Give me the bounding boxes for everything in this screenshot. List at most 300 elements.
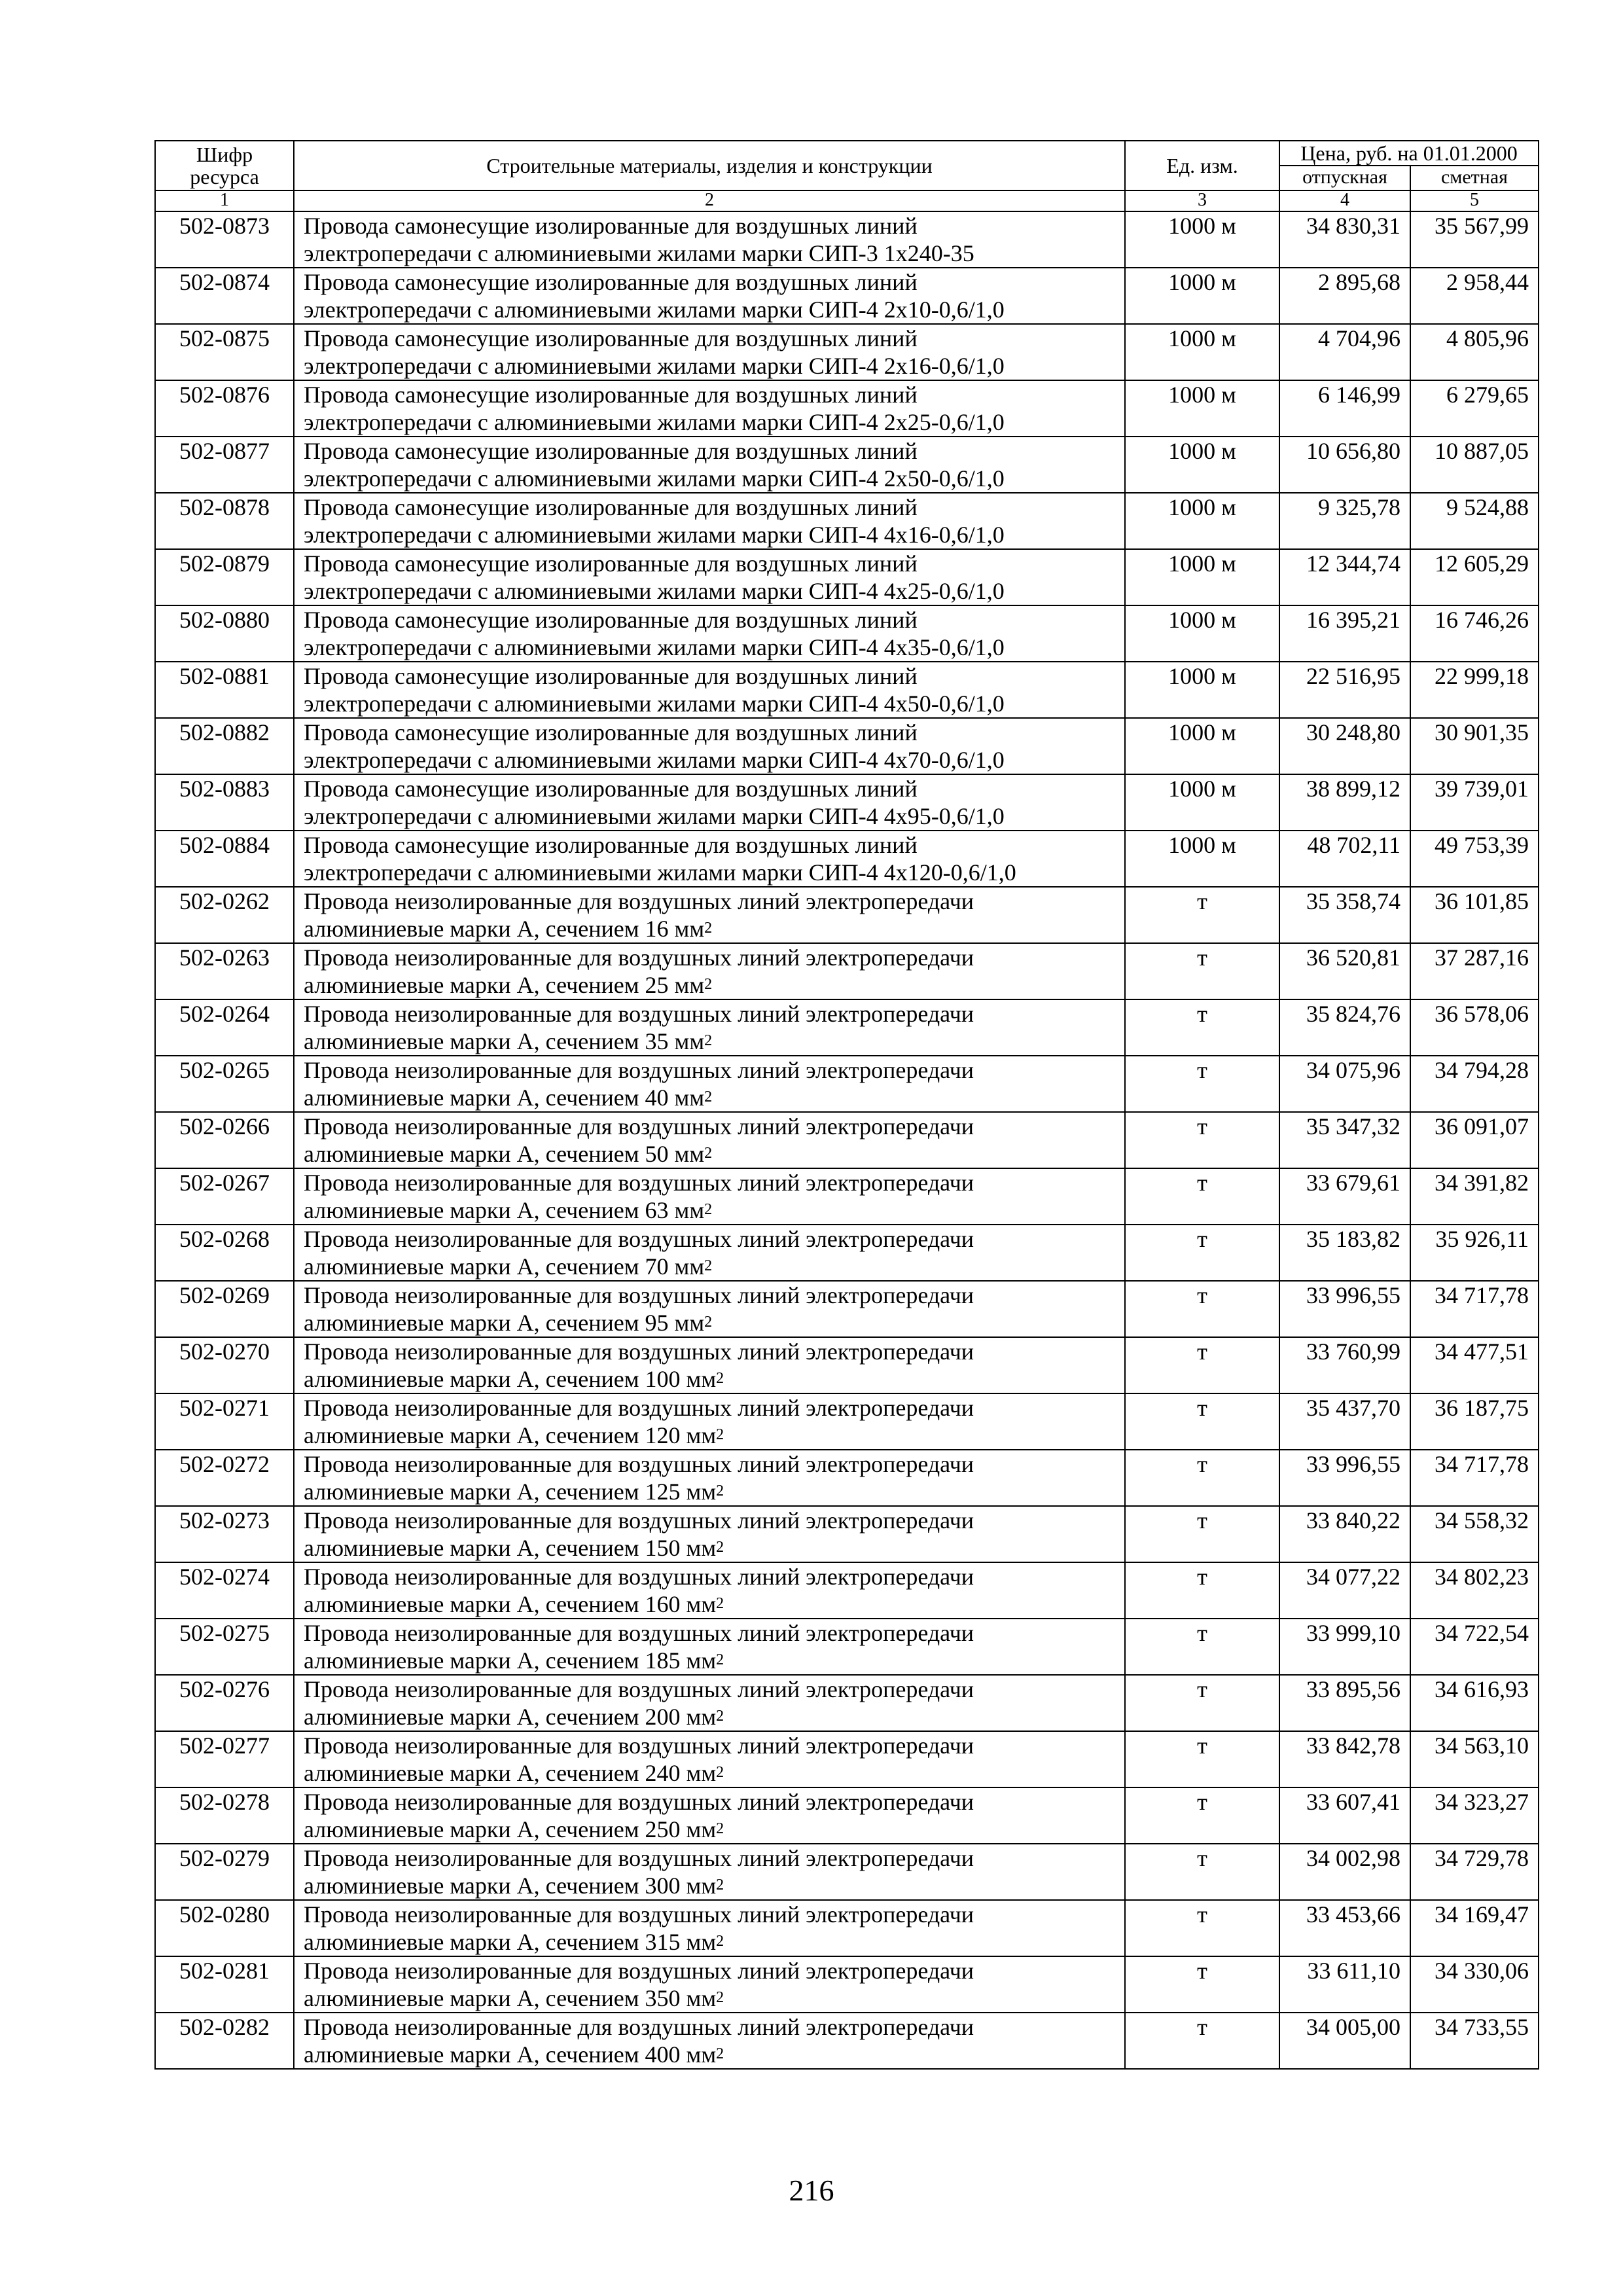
table-row xyxy=(155,831,1539,887)
header-price: Цена, руб. на 01.01.2000 xyxy=(1279,141,1539,166)
estimate-price-cell: 34 330,06 xyxy=(1410,1956,1539,2013)
release-price-cell: 34 005,00 xyxy=(1279,2013,1410,2069)
header-code xyxy=(155,141,294,190)
superscript: 2 xyxy=(716,1989,724,2006)
description-line-2 xyxy=(304,915,1120,942)
resource-code: 502-0878 xyxy=(155,493,294,549)
estimate-price-cell: 34 563,10 xyxy=(1410,1731,1539,1787)
unit-cell: т xyxy=(1125,1450,1279,1506)
description-line-2 xyxy=(304,577,1120,605)
description-line-2-text: алюминиевые марки А, сечением 300 мм xyxy=(304,1873,717,1899)
unit-cell: 1000 м xyxy=(1125,549,1279,605)
col-number-2: 2 xyxy=(294,190,1125,211)
release-price-cell: 30 248,80 xyxy=(1279,718,1410,774)
superscript: 2 xyxy=(716,1595,724,1612)
estimate-price-cell: 6 279,65 xyxy=(1410,380,1539,437)
resource-code: 502-0264 xyxy=(155,999,294,1056)
superscript: 2 xyxy=(704,1088,713,1105)
description-line-2-text: электропередачи с алюминиевыми жилами марки СИП-4 4х35-0,6/1,0 xyxy=(304,634,1005,660)
table-row xyxy=(155,887,1539,943)
description-line-1: Провода неизолированные для воздушных линий электропередачи xyxy=(304,1676,974,1702)
resource-code: 502-0874 xyxy=(155,268,294,324)
unit-cell: т xyxy=(1125,887,1279,943)
description-line-1: Провода самонесущие изолированные для воздушных линий xyxy=(304,382,918,408)
description-line-2 xyxy=(304,971,1120,999)
description-line-1: Провода неизолированные для воздушных линий электропередачи xyxy=(304,1057,974,1083)
description-line-1: Провода неизолированные для воздушных линий электропередачи xyxy=(304,1001,974,1027)
estimate-price-cell: 49 753,39 xyxy=(1410,831,1539,887)
material-description xyxy=(294,1619,1125,1675)
unit-cell: т xyxy=(1125,1562,1279,1619)
table-row xyxy=(155,1393,1539,1450)
table-row xyxy=(155,1112,1539,1168)
table-row xyxy=(155,549,1539,605)
superscript: 2 xyxy=(716,2045,724,2062)
material-description xyxy=(294,1393,1125,1450)
description-line-2-text: электропередачи с алюминиевыми жилами марки СИП-4 2х10-0,6/1,0 xyxy=(304,296,1005,323)
estimate-price-cell: 36 578,06 xyxy=(1410,999,1539,1056)
resource-code: 502-0274 xyxy=(155,1562,294,1619)
estimate-price-cell: 36 187,75 xyxy=(1410,1393,1539,1450)
unit-cell: т xyxy=(1125,1225,1279,1281)
table-row xyxy=(155,662,1539,718)
table-row xyxy=(155,2013,1539,2069)
unit-cell: т xyxy=(1125,1393,1279,1450)
resource-code: 502-0279 xyxy=(155,1844,294,1900)
header-code-label: Шифр ресурса xyxy=(190,143,259,188)
table-row xyxy=(155,493,1539,549)
release-price-cell: 33 760,99 xyxy=(1279,1337,1410,1393)
description-line-2-text: электропередачи с алюминиевыми жилами марки СИП-4 4х70-0,6/1,0 xyxy=(304,747,1005,773)
table-row xyxy=(155,1675,1539,1731)
description-line-1: Провода неизолированные для воздушных линий электропередачи xyxy=(304,1338,974,1365)
estimate-price-cell: 36 101,85 xyxy=(1410,887,1539,943)
unit-cell: т xyxy=(1125,1506,1279,1562)
description-line-2-text: алюминиевые марки А, сечением 35 мм xyxy=(304,1028,705,1054)
description-line-2 xyxy=(304,1084,1120,1111)
table-row xyxy=(155,1056,1539,1112)
description-line-1: Провода неизолированные для воздушных линий электропередачи xyxy=(304,1564,974,1590)
release-price-cell: 34 002,98 xyxy=(1279,1844,1410,1900)
description-line-1: Провода неизолированные для воздушных линий электропередачи xyxy=(304,1789,974,1815)
resource-code: 502-0884 xyxy=(155,831,294,887)
unit-cell: 1000 м xyxy=(1125,718,1279,774)
unit-cell: т xyxy=(1125,1056,1279,1112)
resource-code: 502-0269 xyxy=(155,1281,294,1337)
material-description xyxy=(294,324,1125,380)
material-description xyxy=(294,268,1125,324)
description-line-1: Провода неизолированные для воздушных линий электропередачи xyxy=(304,1395,974,1421)
table-row xyxy=(155,380,1539,437)
release-price-cell: 2 895,68 xyxy=(1279,268,1410,324)
table-row xyxy=(155,1731,1539,1787)
description-line-1: Провода неизолированные для воздушных линий электропередачи xyxy=(304,888,974,914)
description-line-1: Провода самонесущие изолированные для воздушных линий xyxy=(304,719,918,745)
unit-cell: т xyxy=(1125,1731,1279,1787)
description-line-1: Провода неизолированные для воздушных линий электропередачи xyxy=(304,1282,974,1308)
table-row xyxy=(155,999,1539,1056)
estimate-price-cell: 35 567,99 xyxy=(1410,211,1539,268)
release-price-cell: 38 899,12 xyxy=(1279,774,1410,831)
header-name: Строительные материалы, изделия и конструкции xyxy=(294,141,1125,190)
resource-code: 502-0265 xyxy=(155,1056,294,1112)
description-line-2-text: алюминиевые марки А, сечением 100 мм xyxy=(304,1366,717,1392)
table-row xyxy=(155,324,1539,380)
description-line-1: Провода неизолированные для воздушных линий электропередачи xyxy=(304,1732,974,1759)
material-description xyxy=(294,380,1125,437)
description-line-1: Провода неизолированные для воздушных линий электропередачи xyxy=(304,1958,974,1984)
material-description xyxy=(294,493,1125,549)
superscript: 2 xyxy=(704,920,713,937)
resource-code: 502-0876 xyxy=(155,380,294,437)
description-line-2 xyxy=(304,1478,1120,1505)
unit-cell: т xyxy=(1125,1112,1279,1168)
release-price-cell: 48 702,11 xyxy=(1279,831,1410,887)
unit-cell: т xyxy=(1125,1844,1279,1900)
description-line-2-text: алюминиевые марки А, сечением 40 мм xyxy=(304,1085,705,1111)
material-description xyxy=(294,1787,1125,1844)
description-line-1: Провода самонесущие изолированные для воздушных линий xyxy=(304,269,918,295)
estimate-price-cell: 9 524,88 xyxy=(1410,493,1539,549)
description-line-2-text: электропередачи с алюминиевыми жилами марки СИП-4 4х16-0,6/1,0 xyxy=(304,522,1005,548)
estimate-price-cell: 34 558,32 xyxy=(1410,1506,1539,1562)
description-line-1: Провода самонесущие изолированные для воздушных линий xyxy=(304,438,918,464)
description-line-1: Провода самонесущие изолированные для воздушных линий xyxy=(304,325,918,351)
description-line-2-text: алюминиевые марки А, сечением 350 мм xyxy=(304,1985,717,2011)
description-line-2 xyxy=(304,1816,1120,1843)
unit-cell: 1000 м xyxy=(1125,437,1279,493)
release-price-cell: 35 824,76 xyxy=(1279,999,1410,1056)
col-number-1: 1 xyxy=(155,190,294,211)
material-description xyxy=(294,1450,1125,1506)
description-line-2 xyxy=(304,521,1120,548)
material-description xyxy=(294,1281,1125,1337)
material-description xyxy=(294,1675,1125,1731)
description-line-2-text: алюминиевые марки А, сечением 50 мм xyxy=(304,1141,705,1167)
description-line-2 xyxy=(304,746,1120,774)
table-row xyxy=(155,1900,1539,1956)
description-line-1: Провода самонесущие изолированные для воздушных линий xyxy=(304,832,918,858)
col-number-5: 5 xyxy=(1410,190,1539,211)
unit-cell: 1000 м xyxy=(1125,774,1279,831)
description-line-2-text: алюминиевые марки А, сечением 120 мм xyxy=(304,1422,717,1448)
description-line-1: Провода неизолированные для воздушных линий электропередачи xyxy=(304,1226,974,1252)
estimate-price-cell: 34 722,54 xyxy=(1410,1619,1539,1675)
description-line-2 xyxy=(304,465,1120,492)
description-line-2 xyxy=(304,690,1120,717)
material-description xyxy=(294,1900,1125,1956)
superscript: 2 xyxy=(716,1482,724,1499)
resource-code: 502-0268 xyxy=(155,1225,294,1281)
superscript: 2 xyxy=(716,1539,724,1556)
estimate-price-cell: 10 887,05 xyxy=(1410,437,1539,493)
estimate-price-cell: 12 605,29 xyxy=(1410,549,1539,605)
superscript: 2 xyxy=(704,1201,713,1218)
table-row xyxy=(155,1225,1539,1281)
description-line-1: Провода самонесущие изолированные для воздушных линий xyxy=(304,663,918,689)
estimate-price-cell: 34 794,28 xyxy=(1410,1056,1539,1112)
description-line-2-text: алюминиевые марки А, сечением 400 мм xyxy=(304,2041,717,2068)
superscript: 2 xyxy=(716,1426,724,1443)
estimate-price-cell: 36 091,07 xyxy=(1410,1112,1539,1168)
table-row xyxy=(155,1619,1539,1675)
description-line-1: Провода неизолированные для воздушных линий электропередачи xyxy=(304,1451,974,1477)
material-description xyxy=(294,1168,1125,1225)
description-line-2 xyxy=(304,1422,1120,1449)
description-line-2-text: электропередачи с алюминиевыми жилами марки СИП-4 4х95-0,6/1,0 xyxy=(304,803,1005,829)
description-line-1: Провода неизолированные для воздушных линий электропередачи xyxy=(304,944,974,971)
material-description xyxy=(294,943,1125,999)
resource-code: 502-0275 xyxy=(155,1619,294,1675)
superscript: 2 xyxy=(716,1651,724,1668)
page-number: 216 xyxy=(789,2174,834,2207)
table-row xyxy=(155,1956,1539,2013)
table-row xyxy=(155,1281,1539,1337)
release-price-cell: 35 183,82 xyxy=(1279,1225,1410,1281)
material-description xyxy=(294,2013,1125,2069)
resource-code: 502-0877 xyxy=(155,437,294,493)
material-description xyxy=(294,1956,1125,2013)
release-price-cell: 10 656,80 xyxy=(1279,437,1410,493)
unit-cell: т xyxy=(1125,999,1279,1056)
description-line-1: Провода самонесущие изолированные для воздушных линий xyxy=(304,607,918,633)
table-row xyxy=(155,605,1539,662)
description-line-2-text: алюминиевые марки А, сечением 95 мм xyxy=(304,1310,705,1336)
table-row xyxy=(155,1168,1539,1225)
table-body xyxy=(155,211,1539,2069)
table-row xyxy=(155,943,1539,999)
resource-code: 502-0262 xyxy=(155,887,294,943)
unit-cell: т xyxy=(1125,1787,1279,1844)
material-description xyxy=(294,437,1125,493)
resource-code: 502-0276 xyxy=(155,1675,294,1731)
header-unit: Ед. изм. xyxy=(1125,141,1279,190)
unit-cell: 1000 м xyxy=(1125,831,1279,887)
resource-code: 502-0282 xyxy=(155,2013,294,2069)
material-description xyxy=(294,887,1125,943)
material-description xyxy=(294,831,1125,887)
description-line-2-text: алюминиевые марки А, сечением 63 мм xyxy=(304,1197,705,1223)
table-row xyxy=(155,211,1539,268)
description-line-1: Провода неизолированные для воздушных линий электропередачи xyxy=(304,1113,974,1139)
resource-code: 502-0883 xyxy=(155,774,294,831)
estimate-price-cell: 34 323,27 xyxy=(1410,1787,1539,1844)
estimate-price-cell: 16 746,26 xyxy=(1410,605,1539,662)
resource-code: 502-0280 xyxy=(155,1900,294,1956)
resource-code: 502-0875 xyxy=(155,324,294,380)
description-line-2-text: электропередачи с алюминиевыми жилами марки СИП-4 4х120-0,6/1,0 xyxy=(304,859,1016,886)
unit-cell: 1000 м xyxy=(1125,493,1279,549)
release-price-cell: 36 520,81 xyxy=(1279,943,1410,999)
header-estimate-price: сметная xyxy=(1410,166,1539,190)
unit-cell: 1000 м xyxy=(1125,380,1279,437)
superscript: 2 xyxy=(704,1145,713,1162)
description-line-2-text: алюминиевые марки А, сечением 200 мм xyxy=(304,1704,717,1730)
description-line-1: Провода неизолированные для воздушных линий электропередачи xyxy=(304,1901,974,1928)
description-line-2-text: алюминиевые марки А, сечением 185 мм xyxy=(304,1647,717,1674)
estimate-price-cell: 34 616,93 xyxy=(1410,1675,1539,1731)
estimate-price-cell: 22 999,18 xyxy=(1410,662,1539,718)
table-row xyxy=(155,1787,1539,1844)
description-line-2 xyxy=(304,1984,1120,2012)
estimate-price-cell: 37 287,16 xyxy=(1410,943,1539,999)
header-release-price: отпускная xyxy=(1279,166,1410,190)
description-line-2 xyxy=(304,240,1120,267)
release-price-cell: 34 075,96 xyxy=(1279,1056,1410,1112)
description-line-2-text: алюминиевые марки А, сечением 160 мм xyxy=(304,1591,717,1617)
material-description xyxy=(294,1844,1125,1900)
superscript: 2 xyxy=(716,1876,724,1893)
material-description xyxy=(294,1562,1125,1619)
material-description xyxy=(294,1225,1125,1281)
description-line-2 xyxy=(304,1703,1120,1731)
description-line-1: Провода неизолированные для воздушных линий электропередачи xyxy=(304,1507,974,1534)
unit-cell: т xyxy=(1125,1337,1279,1393)
release-price-cell: 34 830,31 xyxy=(1279,211,1410,268)
estimate-price-cell: 34 477,51 xyxy=(1410,1337,1539,1393)
col-number-3: 3 xyxy=(1125,190,1279,211)
release-price-cell: 35 347,32 xyxy=(1279,1112,1410,1168)
resource-code: 502-0881 xyxy=(155,662,294,718)
description-line-2-text: электропередачи с алюминиевыми жилами марки СИП-4 2х50-0,6/1,0 xyxy=(304,465,1005,492)
release-price-cell: 33 607,41 xyxy=(1279,1787,1410,1844)
description-line-2 xyxy=(304,1928,1120,1956)
description-line-1: Провода неизолированные для воздушных линий электропередачи xyxy=(304,2014,974,2040)
superscript: 2 xyxy=(704,976,713,993)
estimate-price-cell: 34 391,82 xyxy=(1410,1168,1539,1225)
unit-cell: т xyxy=(1125,1281,1279,1337)
description-line-1: Провода самонесущие изолированные для воздушных линий xyxy=(304,494,918,520)
resource-code: 502-0267 xyxy=(155,1168,294,1225)
resource-code: 502-0266 xyxy=(155,1112,294,1168)
estimate-price-cell: 39 739,01 xyxy=(1410,774,1539,831)
release-price-cell: 9 325,78 xyxy=(1279,493,1410,549)
description-line-2 xyxy=(304,1590,1120,1618)
release-price-cell: 33 453,66 xyxy=(1279,1900,1410,1956)
superscript: 2 xyxy=(716,1820,724,1837)
description-line-2 xyxy=(304,296,1120,323)
description-line-2 xyxy=(304,1534,1120,1562)
superscript: 2 xyxy=(716,1764,724,1781)
unit-cell: 1000 м xyxy=(1125,211,1279,268)
release-price-cell: 22 516,95 xyxy=(1279,662,1410,718)
description-line-2-text: алюминиевые марки А, сечением 16 мм xyxy=(304,916,705,942)
unit-cell: т xyxy=(1125,1675,1279,1731)
estimate-price-cell: 34 717,78 xyxy=(1410,1450,1539,1506)
description-line-2-text: алюминиевые марки А, сечением 315 мм xyxy=(304,1929,717,1955)
description-line-1: Провода самонесущие изолированные для воздушных линий xyxy=(304,550,918,577)
description-line-2-text: алюминиевые марки А, сечением 150 мм xyxy=(304,1535,717,1561)
estimate-price-cell: 34 729,78 xyxy=(1410,1844,1539,1900)
resource-code: 502-0277 xyxy=(155,1731,294,1787)
description-line-2 xyxy=(304,1309,1120,1336)
price-table xyxy=(154,140,1539,2070)
table-row xyxy=(155,1506,1539,1562)
column-number-row xyxy=(155,190,1539,211)
release-price-cell: 33 895,56 xyxy=(1279,1675,1410,1731)
material-description xyxy=(294,1506,1125,1562)
resource-code: 502-0270 xyxy=(155,1337,294,1393)
table-row xyxy=(155,437,1539,493)
release-price-cell: 16 395,21 xyxy=(1279,605,1410,662)
unit-cell: т xyxy=(1125,2013,1279,2069)
estimate-price-cell: 34 733,55 xyxy=(1410,2013,1539,2069)
release-price-cell: 33 840,22 xyxy=(1279,1506,1410,1562)
description-line-2 xyxy=(304,408,1120,436)
material-description xyxy=(294,1731,1125,1787)
material-description xyxy=(294,662,1125,718)
description-line-2 xyxy=(304,1028,1120,1055)
material-description xyxy=(294,549,1125,605)
release-price-cell: 33 842,78 xyxy=(1279,1731,1410,1787)
description-line-2-text: алюминиевые марки А, сечением 250 мм xyxy=(304,1816,717,1842)
resource-code: 502-0879 xyxy=(155,549,294,605)
material-description xyxy=(294,774,1125,831)
table-row xyxy=(155,268,1539,324)
release-price-cell: 33 999,10 xyxy=(1279,1619,1410,1675)
description-line-2 xyxy=(304,1196,1120,1224)
description-line-2-text: электропередачи с алюминиевыми жилами марки СИП-4 2х25-0,6/1,0 xyxy=(304,409,1005,435)
resource-code: 502-0263 xyxy=(155,943,294,999)
release-price-cell: 33 611,10 xyxy=(1279,1956,1410,2013)
unit-cell: т xyxy=(1125,943,1279,999)
description-line-2 xyxy=(304,1365,1120,1393)
description-line-2 xyxy=(304,859,1120,886)
description-line-2 xyxy=(304,1872,1120,1899)
unit-cell: 1000 м xyxy=(1125,662,1279,718)
description-line-2-text: алюминиевые марки А, сечением 70 мм xyxy=(304,1253,705,1280)
superscript: 2 xyxy=(704,1032,713,1049)
description-line-1: Провода неизолированные для воздушных линий электропередачи xyxy=(304,1620,974,1646)
description-line-1: Провода самонесущие изолированные для воздушных линий xyxy=(304,213,918,239)
unit-cell: 1000 м xyxy=(1125,268,1279,324)
estimate-price-cell: 34 169,47 xyxy=(1410,1900,1539,1956)
superscript: 2 xyxy=(716,1933,724,1950)
description-line-2 xyxy=(304,352,1120,380)
release-price-cell: 4 704,96 xyxy=(1279,324,1410,380)
material-description xyxy=(294,1112,1125,1168)
table-row xyxy=(155,1337,1539,1393)
table-row xyxy=(155,718,1539,774)
release-price-cell: 34 077,22 xyxy=(1279,1562,1410,1619)
table-row xyxy=(155,774,1539,831)
estimate-price-cell: 30 901,35 xyxy=(1410,718,1539,774)
release-price-cell: 33 679,61 xyxy=(1279,1168,1410,1225)
description-line-2-text: электропередачи с алюминиевыми жилами марки СИП-4 4х25-0,6/1,0 xyxy=(304,578,1005,604)
estimate-price-cell: 2 958,44 xyxy=(1410,268,1539,324)
description-line-2-text: алюминиевые марки А, сечением 125 мм xyxy=(304,1479,717,1505)
superscript: 2 xyxy=(716,1708,724,1725)
unit-cell: 1000 м xyxy=(1125,605,1279,662)
material-description xyxy=(294,999,1125,1056)
release-price-cell: 35 437,70 xyxy=(1279,1393,1410,1450)
description-line-1: Провода самонесущие изолированные для воздушных линий xyxy=(304,776,918,802)
release-price-cell: 35 358,74 xyxy=(1279,887,1410,943)
resource-code: 502-0880 xyxy=(155,605,294,662)
resource-code: 502-0882 xyxy=(155,718,294,774)
table-row xyxy=(155,1450,1539,1506)
release-price-cell: 12 344,74 xyxy=(1279,549,1410,605)
description-line-2 xyxy=(304,1140,1120,1168)
superscript: 2 xyxy=(704,1314,713,1331)
estimate-price-cell: 34 717,78 xyxy=(1410,1281,1539,1337)
unit-cell: т xyxy=(1125,1168,1279,1225)
release-price-cell: 33 996,55 xyxy=(1279,1450,1410,1506)
description-line-2-text: электропередачи с алюминиевыми жилами марки СИП-4 2х16-0,6/1,0 xyxy=(304,353,1005,379)
resource-code: 502-0272 xyxy=(155,1450,294,1506)
release-price-cell: 33 996,55 xyxy=(1279,1281,1410,1337)
release-price-cell: 6 146,99 xyxy=(1279,380,1410,437)
